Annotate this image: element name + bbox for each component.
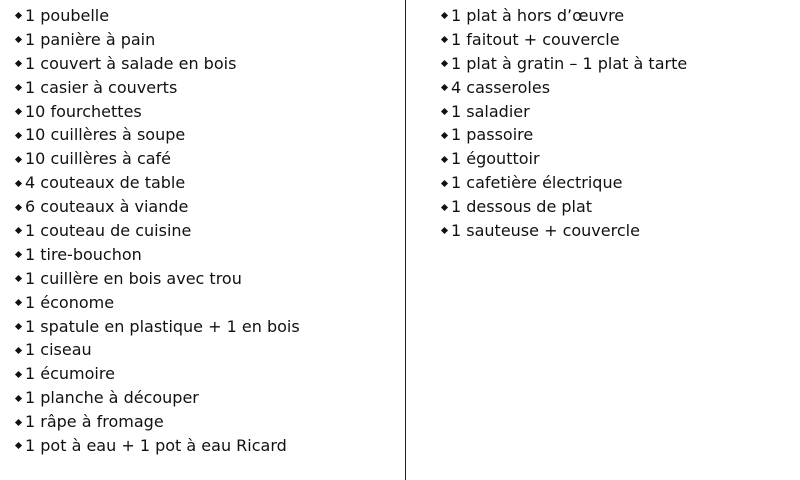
list-item <box>16 28 396 52</box>
list-item-text: 1 sauteuse + couvercle <box>451 221 640 241</box>
list-item <box>16 76 396 100</box>
list-item <box>16 171 396 195</box>
list-item <box>16 100 396 124</box>
list-item <box>442 195 782 219</box>
list-item-text: 1 cafetière électrique <box>451 173 623 193</box>
list-item <box>16 243 396 267</box>
diamond-bullet-icon <box>15 371 22 378</box>
list-item <box>16 267 396 291</box>
diamond-bullet-icon <box>441 108 448 115</box>
list-item <box>442 219 782 243</box>
diamond-bullet-icon <box>441 60 448 67</box>
list-item-text: 1 faitout + couvercle <box>451 29 620 49</box>
diamond-bullet-icon <box>15 347 22 354</box>
column-divider <box>405 0 406 480</box>
list-item-text: 1 poubelle <box>25 6 110 25</box>
list-item <box>16 219 396 243</box>
list-item <box>16 4 396 28</box>
list-item <box>16 147 396 171</box>
list-item-text: 1 écumoire <box>25 364 115 384</box>
diamond-bullet-icon <box>15 204 22 211</box>
list-item <box>16 52 396 76</box>
diamond-bullet-icon <box>15 299 22 306</box>
list-item-text: 1 tire-bouchon <box>25 244 142 264</box>
list-item <box>16 291 396 315</box>
diamond-bullet-icon <box>15 36 22 43</box>
diamond-bullet-icon <box>15 132 22 139</box>
diamond-bullet-icon <box>441 84 448 91</box>
list-item <box>16 123 396 147</box>
diamond-bullet-icon <box>15 227 22 234</box>
diamond-bullet-icon <box>15 60 22 67</box>
list-item-text: 10 fourchettes <box>25 101 142 121</box>
list-item <box>16 410 396 434</box>
diamond-bullet-icon <box>15 84 22 91</box>
list-item-text: 1 pot à eau + 1 pot à eau Ricard <box>25 436 287 456</box>
diamond-bullet-icon <box>15 323 22 330</box>
list-item <box>442 171 782 195</box>
diamond-bullet-icon <box>441 227 448 234</box>
diamond-bullet-icon <box>15 442 22 449</box>
list-item <box>442 52 782 76</box>
list-item-text: 1 cuillère en bois avec trou <box>25 268 242 288</box>
list-item-text: 4 casseroles <box>451 77 551 97</box>
list-item <box>442 100 782 124</box>
diamond-bullet-icon <box>15 156 22 163</box>
diamond-bullet-icon <box>15 251 22 258</box>
list-item <box>442 123 782 147</box>
diamond-bullet-icon <box>15 180 22 187</box>
diamond-bullet-icon <box>15 12 22 19</box>
list-item-text: 6 couteaux à viande <box>25 197 189 217</box>
list-item <box>16 386 396 410</box>
diamond-bullet-icon <box>441 36 448 43</box>
diamond-bullet-icon <box>441 12 448 19</box>
list-item-text: 1 planche à découper <box>25 388 199 408</box>
diamond-bullet-icon <box>15 395 22 402</box>
list-item <box>16 338 396 362</box>
list-item <box>442 147 782 171</box>
list-item <box>16 315 396 339</box>
list-item-text: 1 couteau de cuisine <box>25 221 192 241</box>
left-inventory-list <box>16 4 396 458</box>
list-item-text: 1 dessous de plat <box>451 197 593 217</box>
list-item-text: 1 ciseau <box>25 340 92 360</box>
diamond-bullet-icon <box>15 419 22 426</box>
diamond-bullet-icon <box>441 132 448 139</box>
list-item <box>442 28 782 52</box>
list-item-text: 1 saladier <box>451 101 530 121</box>
list-item-text: 1 casier à couverts <box>25 77 178 97</box>
list-item-text: 1 panière à pain <box>25 29 156 49</box>
list-item-text: 1 râpe à fromage <box>25 412 164 432</box>
right-inventory-list <box>442 4 782 243</box>
list-item-text: 1 passoire <box>451 125 534 145</box>
list-item <box>16 195 396 219</box>
list-item-text: 10 cuillères à soupe <box>25 125 186 145</box>
diamond-bullet-icon <box>441 204 448 211</box>
list-item-text: 1 spatule en plastique + 1 en bois <box>25 316 300 336</box>
list-item-text: 1 égouttoir <box>451 149 540 169</box>
list-item-text: 4 couteaux de table <box>25 173 186 193</box>
list-item-text: 1 économe <box>25 292 115 312</box>
list-item-text: 10 cuillères à café <box>25 149 172 169</box>
diamond-bullet-icon <box>15 108 22 115</box>
list-item <box>16 434 396 458</box>
list-item <box>16 362 396 386</box>
list-item <box>442 4 782 28</box>
list-item <box>442 76 782 100</box>
diamond-bullet-icon <box>441 180 448 187</box>
diamond-bullet-icon <box>15 275 22 282</box>
list-item-text: 1 plat à hors d’œuvre <box>451 6 625 25</box>
list-item-text: 1 couvert à salade en bois <box>25 53 237 73</box>
diamond-bullet-icon <box>441 156 448 163</box>
list-item-text: 1 plat à gratin – 1 plat à tarte <box>451 53 688 73</box>
